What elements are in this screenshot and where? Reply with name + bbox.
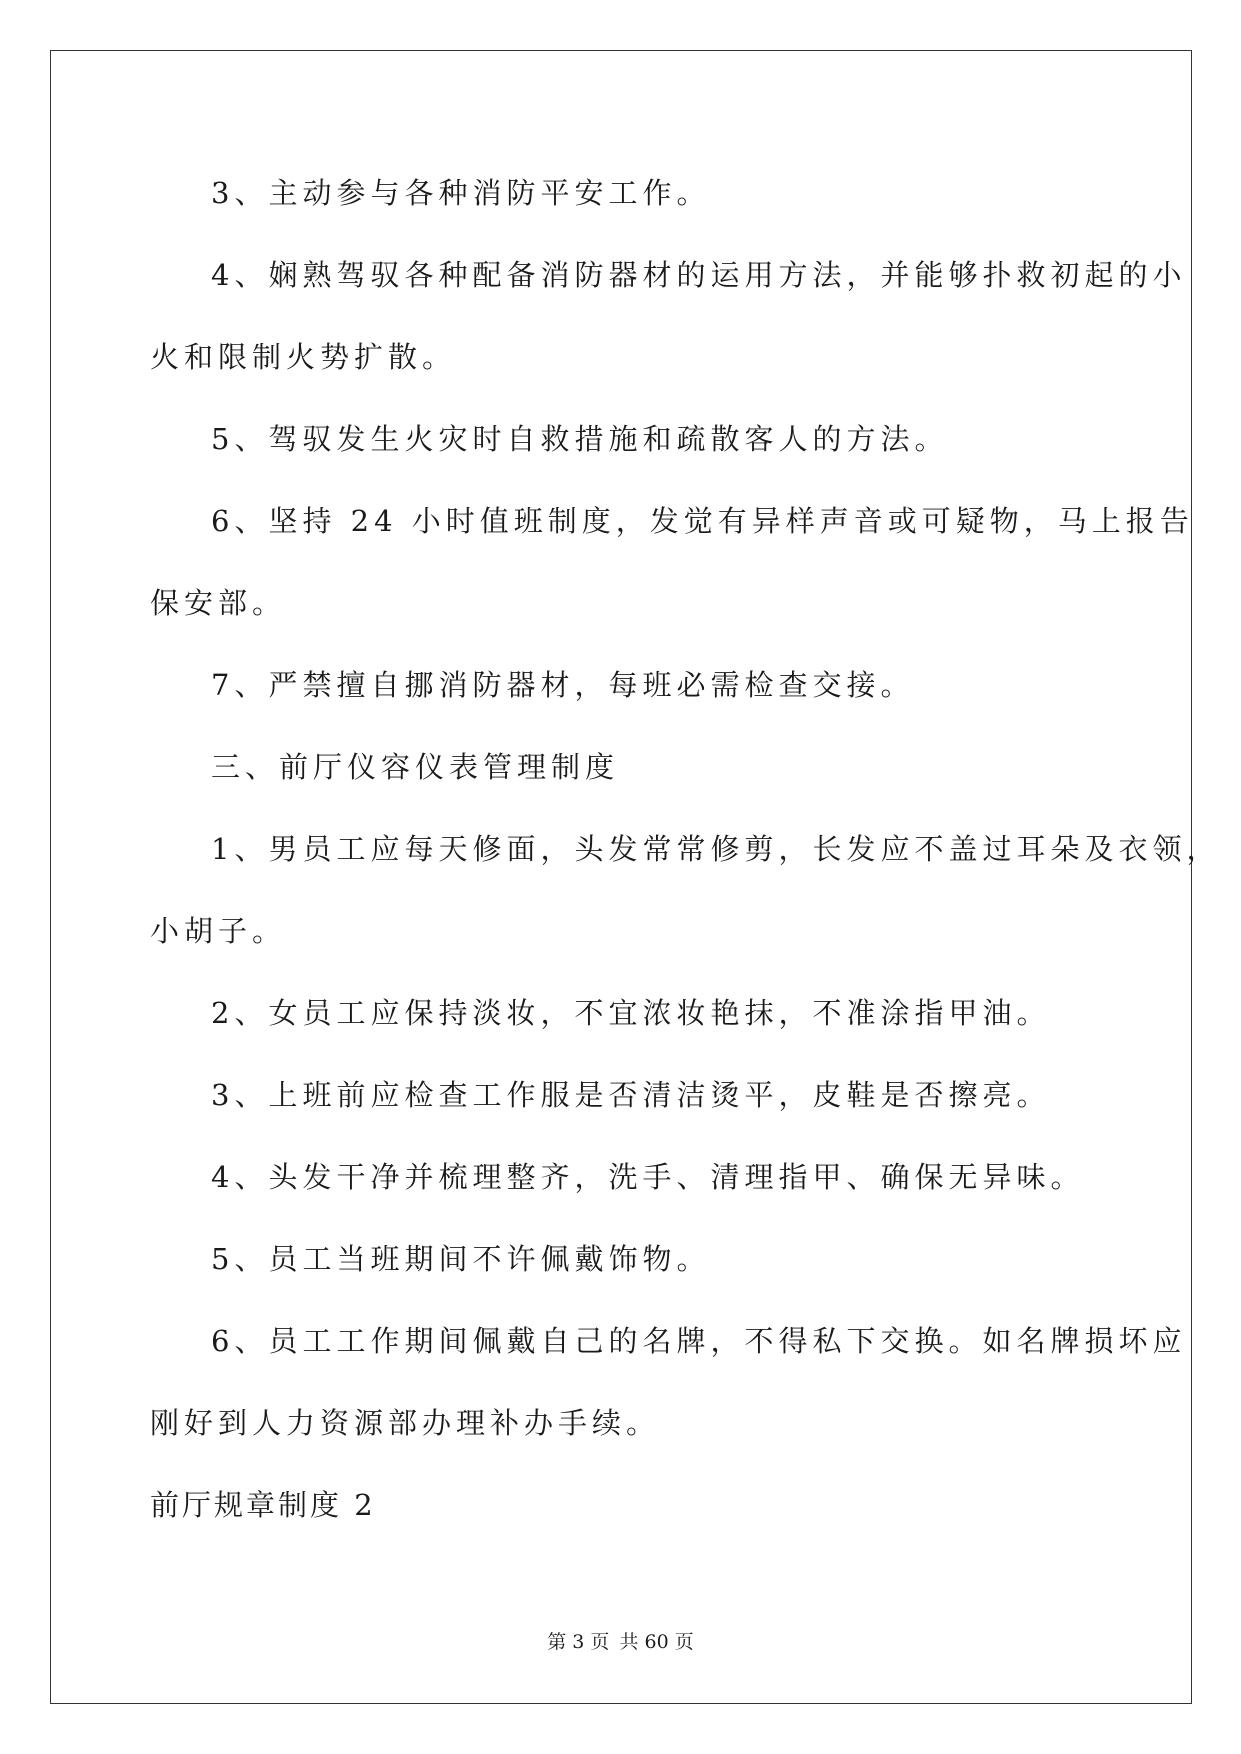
page-total: 共 60 页	[619, 1631, 694, 1653]
section-heading: 三、前厅仪容仪表管理制度	[211, 750, 620, 784]
page-border	[50, 50, 1192, 1704]
paragraph-line: 小胡子。	[150, 914, 287, 948]
paragraph-line: 4、头发干净并梳理整齐，洗手、清理指甲、确保无异味。	[211, 1160, 1085, 1194]
paragraph-line: 火和限制火势扩散。	[150, 340, 457, 374]
page-number: 第 3 页	[547, 1631, 610, 1653]
paragraph-line: 刚好到人力资源部办理补办手续。	[150, 1406, 661, 1440]
paragraph-line: 1、男员工应每天修面，头发常常修剪，长发应不盖过耳朵及衣领，	[211, 832, 1221, 866]
paragraph-line: 7、严禁擅自挪消防器材，每班必需检查交接。	[211, 668, 915, 702]
paragraph-line: 保安部。	[150, 586, 287, 620]
document-title: 前厅规章制度 2	[150, 1488, 376, 1522]
paragraph-line: 4、娴熟驾驭各种配备消防器材的运用方法，并能够扑救初起的小	[211, 258, 1187, 292]
paragraph-line: 3、上班前应检查工作服是否清洁烫平，皮鞋是否擦亮。	[211, 1078, 1051, 1112]
page-footer	[0, 1630, 1241, 1654]
paragraph-line: 3、主动参与各种消防平安工作。	[211, 176, 711, 210]
paragraph-line: 6、员工工作期间佩戴自己的名牌，不得私下交换。如名牌损坏应	[211, 1324, 1187, 1358]
paragraph-line: 5、员工当班期间不许佩戴饰物。	[211, 1242, 711, 1276]
paragraph-line: 5、驾驭发生火灾时自救措施和疏散客人的方法。	[211, 422, 949, 456]
paragraph-line: 6、坚持 24 小时值班制度，发觉有异样声音或可疑物，马上报告	[211, 504, 1194, 538]
paragraph-line: 2、女员工应保持淡妆，不宜浓妆艳抹，不准涂指甲油。	[211, 996, 1051, 1030]
